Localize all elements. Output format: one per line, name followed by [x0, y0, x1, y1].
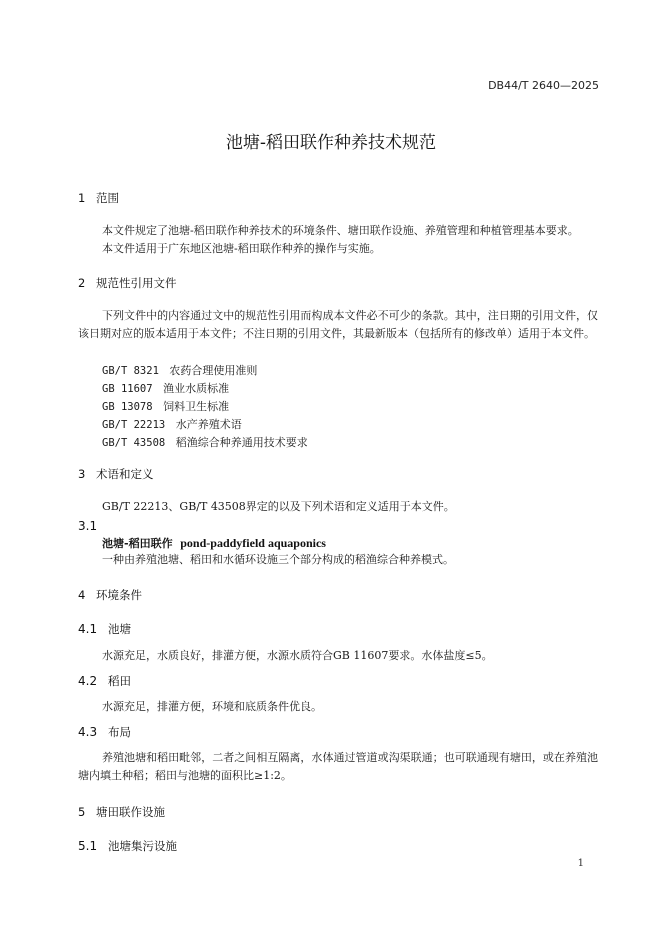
reference-code: GB 11607 — [102, 383, 153, 395]
reference-item — [102, 398, 229, 414]
section-1-heading — [78, 190, 119, 206]
reference-item — [102, 416, 242, 432]
subsection-number: 4.2 — [78, 674, 98, 688]
term-number: 3.1 — [78, 519, 98, 533]
subsection-4-3-heading — [78, 724, 131, 740]
term-english: pond-paddyfield aquaponics — [180, 536, 326, 550]
paragraph: 本文件适用于广东地区池塘-稻田联作种养的操作与实施。 — [102, 242, 381, 255]
reference-item — [102, 380, 229, 396]
section-5-heading — [78, 804, 165, 820]
subsection-title: 池塘 — [108, 622, 131, 636]
subsection-title: 池塘集污设施 — [108, 839, 177, 853]
section-number: 4 — [78, 588, 86, 602]
section-title: 环境条件 — [96, 588, 142, 602]
section-title: 术语和定义 — [96, 467, 154, 481]
paragraph: 水源充足，排灌方便，环境和底质条件优良。 — [102, 700, 322, 713]
subsection-number: 5.1 — [78, 839, 98, 853]
paragraph: 养殖池塘和稻田毗邻，二者之间相互隔离，水体通过管道或沟渠联通；也可联通现有塘田，或在养殖池塘内填土种稻；稻田与池塘的面积比≥1:2。 — [78, 751, 598, 782]
term-heading — [102, 535, 326, 551]
section-number: 1 — [78, 191, 86, 205]
reference-code: GB 13078 — [102, 401, 153, 413]
subsection-5-1-heading — [78, 838, 177, 854]
reference-code: GB/T 8321 — [102, 365, 159, 377]
reference-name: 稻渔综合种养通用技术要求 — [175, 436, 308, 449]
term-chinese: 池塘-稻田联作 — [102, 537, 173, 550]
section-4-heading — [78, 587, 142, 603]
section-number: 2 — [78, 276, 86, 290]
section-2-heading — [78, 275, 177, 291]
reference-name: 农药合理使用准则 — [169, 364, 258, 377]
section-number: 3 — [78, 467, 86, 481]
section-number: 5 — [78, 805, 86, 819]
paragraph: 水源充足，水质良好，排灌方便，水源水质符合GB 11607要求。水体盐度≤5。 — [102, 649, 493, 662]
subsection-title: 布局 — [108, 725, 131, 739]
subsection-4-1-heading — [78, 621, 131, 637]
reference-item — [102, 434, 308, 450]
paragraph: 下列文件中的内容通过文中的规范性引用而构成本文件必不可少的条款。其中，注日期的引用文件，仅该日期对应的版本适用于本文件；不注日期的引用文件，其最新版本（包括所有的修改单）适用于本文件。 — [78, 309, 598, 340]
section-title: 范围 — [96, 191, 119, 205]
reference-name: 水产养殖术语 — [175, 418, 242, 431]
paragraph: 本文件规定了池塘-稻田联作种养技术的环境条件、塘田联作设施、养殖管理和种植管理基本要求。 — [102, 224, 579, 237]
document-title: 池塘-稻田联作种养技术规范 — [225, 133, 437, 153]
reference-code: GB/T 43508 — [102, 437, 166, 449]
subsection-number: 4.1 — [78, 622, 98, 636]
section-3-heading — [78, 466, 154, 482]
term-definition: 一种由养殖池塘、稻田和水循环设施三个部分构成的稻渔综合种养模式。 — [102, 553, 454, 566]
paragraph: GB/T 22213、GB/T 43508界定的以及下列术语和定义适用于本文件。 — [102, 500, 455, 513]
page-number: 1 — [577, 858, 584, 869]
section-title: 规范性引用文件 — [96, 276, 177, 290]
reference-item — [102, 362, 257, 378]
subsection-number: 4.3 — [78, 725, 98, 739]
subsection-4-2-heading — [78, 673, 131, 689]
section-title: 塘田联作设施 — [96, 805, 165, 819]
document-code: DB44/T 2640—2025 — [488, 79, 599, 92]
reference-name: 渔业水质标准 — [163, 382, 230, 395]
reference-name: 饲料卫生标准 — [163, 400, 230, 413]
subsection-title: 稻田 — [108, 674, 131, 688]
reference-code: GB/T 22213 — [102, 419, 166, 431]
